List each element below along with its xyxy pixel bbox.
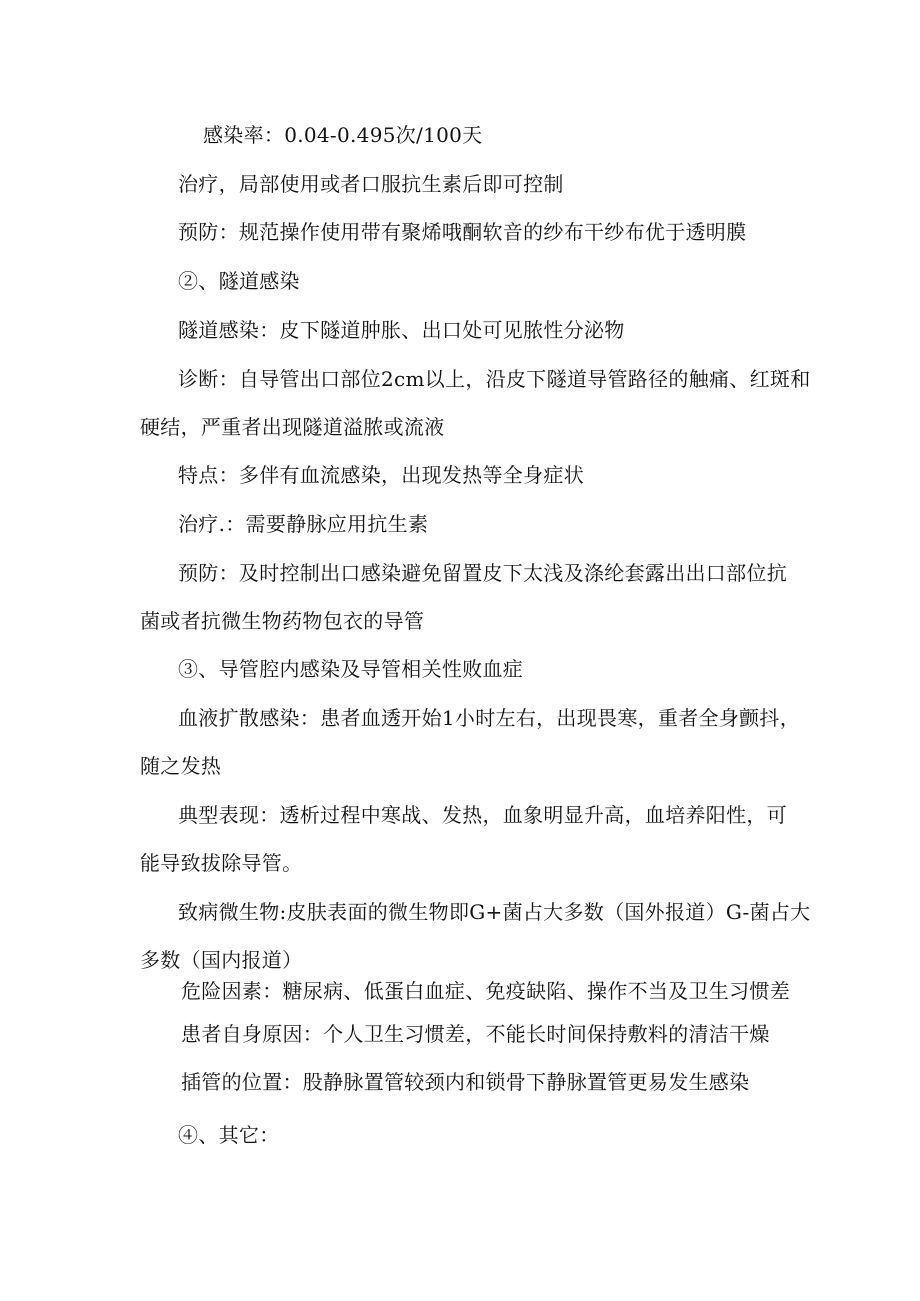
pathogen-line: 致病微生物:皮肤表面的微生物即G+菌占大多数（国外报道）G-菌占大 [178, 900, 811, 924]
blood-spread-infection-line: 血液扩散感染：患者血透开始1小时左右，出现畏寒，重者全身颤抖， [178, 706, 801, 730]
features-line: 特点：多伴有血流感染，出现发热等全身症状 [178, 463, 584, 487]
section-heading-other: ④、其它： [178, 1123, 280, 1147]
typical-manifestation-line: 典型表现：透析过程中寒战、发热，血象明显升高，血培养阳性，可 [178, 803, 787, 827]
prevention-line: 预防：规范操作使用带有聚烯哦酮软音的纱布干纱布优于透明膜 [178, 220, 747, 244]
patient-causes-line: 患者自身原因：个人卫生习惯差，不能长时间保持敷料的清洁干燥 [181, 1022, 770, 1046]
tunnel-prevention-line-continued: 菌或者抗微生物药物包衣的导管 [140, 609, 425, 633]
tunnel-prevention-line: 预防：及时控制出口感染避免留置皮下太浅及涤纶套露出出口部位抗 [178, 561, 787, 585]
blood-spread-infection-line-continued: 随之发热 [140, 754, 222, 778]
tunnel-treatment-line: 治疗.：需要静脉应用抗生素 [178, 512, 429, 536]
pathogen-line-continued: 多数（国内报道） [140, 948, 303, 972]
diagnosis-line: 诊断：自导管出口部位2cm以上，沿皮下隧道导管路径的触痛、红斑和 [178, 367, 811, 391]
diagnosis-line-continued: 硬结，严重者出现隧道溢脓或流液 [140, 415, 445, 439]
section-heading-tunnel-infection: ②、隧道感染 [178, 269, 300, 293]
infection-rate-line: 感染率：0.04-0.495次/100天 [203, 123, 483, 147]
treatment-line: 治疗，局部使用或者口服抗生素后即可控制 [178, 172, 564, 196]
typical-manifestation-line-continued: 能导致拔除导管。 [140, 851, 303, 875]
section-heading-catheter-lumen-infection: ③、导管腔内感染及导管相关性败血症 [178, 657, 524, 681]
risk-factors-line: 危险因素：糖尿病、低蛋白血症、免疫缺陷、操作不当及卫生习惯差 [181, 979, 790, 1003]
insertion-site-line: 插管的位置：股静脉置管较颈内和锁骨下静脉置管更易发生感染 [181, 1070, 750, 1094]
tunnel-infection-definition: 隧道感染：皮下隧道肿胀、出口处可见脓性分泌物 [178, 318, 625, 342]
